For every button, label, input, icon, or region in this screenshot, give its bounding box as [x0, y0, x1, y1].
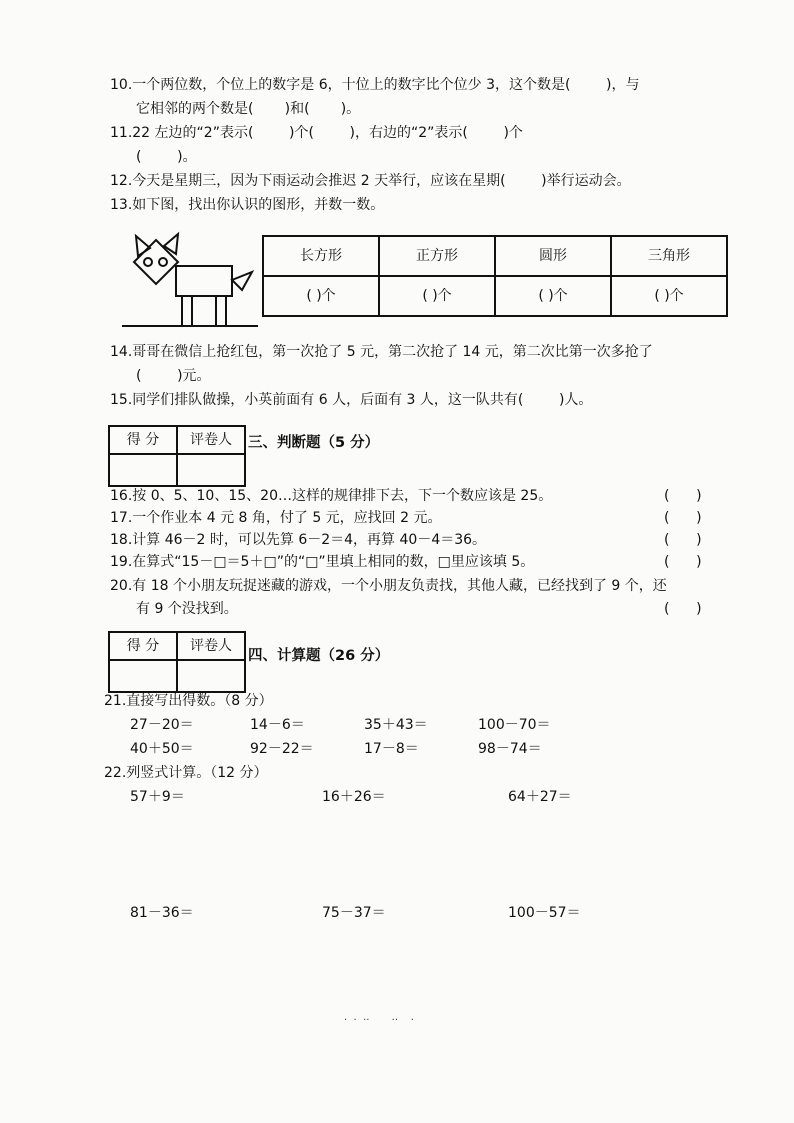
vertical-calc-item: 16＋26＝ [322, 789, 386, 805]
calc-item: 14－6＝ [250, 717, 305, 733]
leg-rectangle [182, 296, 192, 326]
q20-answer-paren[interactable]: ( ) [664, 601, 702, 617]
grader-cell[interactable] [177, 454, 245, 486]
q11-line2: ( )。 [136, 149, 197, 165]
q14-line1: 14.哥哥在微信上抢红包，第一次抢了 5 元，第二次抢了 14 元，第二次比第一次多抢了 [110, 344, 653, 360]
vertical-calc-item: 81－36＝ [130, 905, 194, 921]
q14-line2: ( )元。 [136, 368, 211, 384]
q16-text: 16.按 0、5、10、15、20…这样的规律排下去，下一个数应该是 25。 [110, 488, 553, 504]
head-square [134, 240, 178, 284]
q17-answer-paren[interactable]: ( ) [664, 510, 702, 526]
grader-label: 评卷人 [177, 632, 245, 660]
answer-blank[interactable]: ( )个 [263, 276, 379, 316]
left-eye-circle [144, 258, 152, 266]
q22-title: 22.列竖式计算。（12 分） [104, 765, 268, 781]
calc-item: 98－74＝ [478, 741, 542, 757]
score-cell[interactable] [109, 660, 177, 692]
section-3-title: 三、判断题（5 分） [248, 435, 380, 451]
vertical-calc-item: 75－37＝ [322, 905, 386, 921]
table-header: 三角形 [611, 236, 727, 276]
q10-line1: 10.一个两位数，个位上的数字是 6，十位上的数字比个位少 3，这个数是( )，与 [110, 77, 640, 93]
score-label: 得 分 [109, 632, 177, 660]
q19-text: 19.在算式“15－□＝5＋□”的“□”里填上相同的数，□里应该填 5。 [110, 554, 535, 570]
q17-text: 17.一个作业本 4 元 8 角，付了 5 元，应找回 2 元。 [110, 510, 442, 526]
leg-rectangle [216, 296, 226, 326]
q18-text: 18.计算 46－2 时，可以先算 6－2＝4，再算 40－4＝36。 [110, 532, 487, 548]
q16-answer-paren[interactable]: ( ) [664, 488, 702, 504]
calc-item: 100－70＝ [478, 717, 551, 733]
page-footer-marks: · · ·· ·· · [344, 1015, 414, 1026]
shape-animal-figure [120, 228, 260, 338]
calc-item: 92－22＝ [250, 741, 314, 757]
calc-item: 17－8＝ [364, 741, 419, 757]
answer-blank[interactable]: ( )个 [495, 276, 611, 316]
q18-answer-paren[interactable]: ( ) [664, 532, 702, 548]
score-box [108, 425, 246, 487]
vertical-calc-item: 100－57＝ [508, 905, 581, 921]
right-eye-circle [159, 258, 167, 266]
shape-count-table [262, 235, 728, 317]
score-cell[interactable] [109, 454, 177, 486]
body-rectangle [176, 266, 232, 296]
table-header: 正方形 [379, 236, 495, 276]
table-header: 圆形 [495, 236, 611, 276]
answer-blank[interactable]: ( )个 [611, 276, 727, 316]
q12-line1: 12.今天是星期三，因为下雨运动会推迟 2 天举行，应该在星期( )举行运动会。 [110, 173, 631, 189]
grader-label: 评卷人 [177, 426, 245, 454]
score-box [108, 631, 246, 693]
q13-line1: 13.如下图，找出你认识的图形，并数一数。 [110, 197, 385, 213]
calc-item: 40＋50＝ [130, 741, 194, 757]
vertical-calc-item: 57＋9＝ [130, 789, 185, 805]
table-header: 长方形 [263, 236, 379, 276]
vertical-calc-item: 64＋27＝ [508, 789, 572, 805]
tail-triangle [232, 272, 252, 290]
q20-line2: 有 9 个没找到。 [136, 601, 238, 617]
q21-title: 21.直接写出得数。（8 分） [104, 693, 273, 709]
answer-blank[interactable]: ( )个 [379, 276, 495, 316]
grader-cell[interactable] [177, 660, 245, 692]
calc-item: 27－20＝ [130, 717, 194, 733]
q11-line1: 11.22 左边的“2”表示( )个( )，右边的“2”表示( )个 [110, 125, 523, 141]
q20-line1: 20.有 18 个小朋友玩捉迷藏的游戏，一个小朋友负责找，其他人藏，已经找到了 9 个，还 [110, 578, 667, 594]
q10-line2: 它相邻的两个数是( )和( )。 [136, 101, 361, 117]
section-4-title: 四、计算题（26 分） [248, 648, 390, 664]
score-label: 得 分 [109, 426, 177, 454]
q15-line1: 15.同学们排队做操，小英前面有 6 人，后面有 3 人，这一队共有( )人。 [110, 392, 593, 408]
calc-item: 35＋43＝ [364, 717, 428, 733]
q19-answer-paren[interactable]: ( ) [664, 554, 702, 570]
